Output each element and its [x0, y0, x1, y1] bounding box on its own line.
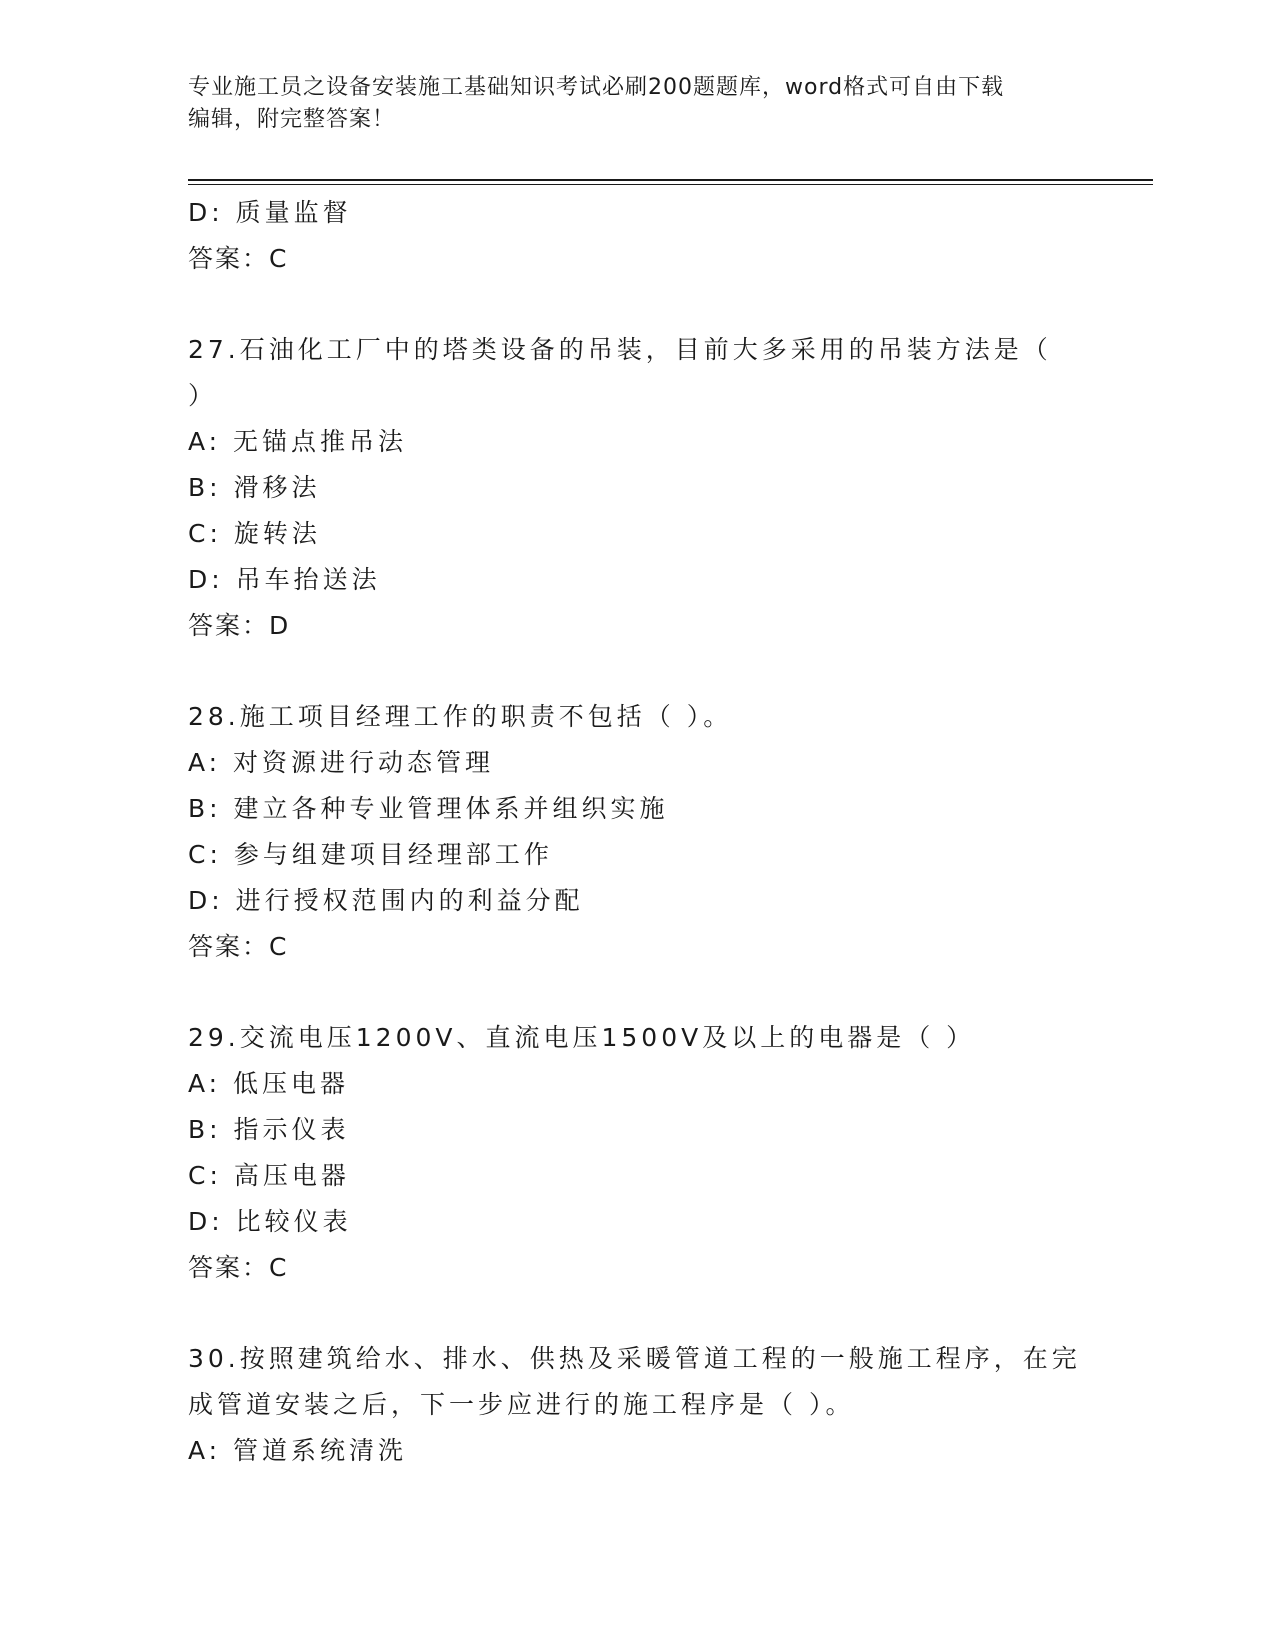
option-b: B: 指示仪表 — [188, 1115, 350, 1144]
question-stem-line-2: 成管道安装之后，下一步应进行的施工程序是（ ）。 — [188, 1390, 855, 1419]
question-stem-line-1: 28.施工项目经理工作的职责不包括（ ）。 — [188, 702, 733, 731]
option-d: D: 质量监督 — [188, 198, 352, 227]
option-c: C: 高压电器 — [188, 1161, 350, 1190]
option-b: B: 滑移法 — [188, 473, 321, 502]
question-stem-line-1: 29.交流电压1200V、直流电压1500V及以上的电器是（ ） — [188, 1023, 976, 1052]
question-29 — [188, 1015, 1088, 1291]
spacer — [188, 970, 1088, 1015]
spacer — [188, 649, 1088, 694]
answer-line: 答案：D — [188, 611, 291, 640]
header-divider-thin — [188, 184, 1153, 185]
spacer — [188, 282, 1088, 327]
option-c: C: 参与组建项目经理部工作 — [188, 840, 553, 869]
option-d: D: 进行授权范围内的利益分配 — [188, 886, 584, 915]
answer-line: 答案：C — [188, 1253, 289, 1282]
option-d: D: 比较仪表 — [188, 1207, 352, 1236]
option-b: B: 建立各种专业管理体系并组织实施 — [188, 794, 669, 823]
header-divider-thick — [188, 179, 1153, 181]
option-a: A: 低压电器 — [188, 1069, 350, 1098]
option-a: A: 管道系统清洗 — [188, 1436, 408, 1465]
question-28 — [188, 694, 1088, 970]
option-a: A: 对资源进行动态管理 — [188, 748, 495, 777]
question-30 — [188, 1336, 1088, 1474]
question-27 — [188, 327, 1088, 649]
question-list — [188, 190, 1088, 1474]
option-c: C: 旋转法 — [188, 519, 321, 548]
option-a: A: 无锚点推吊法 — [188, 427, 408, 456]
document-header — [188, 72, 1068, 136]
spacer — [188, 1291, 1088, 1336]
question-stem-line-1: 30.按照建筑给水、排水、供热及采暖管道工程的一般施工程序，在完 — [188, 1344, 1081, 1373]
answer-line: 答案：C — [188, 932, 289, 961]
question-26-tail — [188, 190, 1088, 282]
question-stem-line-2: ） — [188, 381, 218, 410]
header-title-line-1: 专业施工员之设备安装施工基础知识考试必刷200题题库，word格式可自由下载 — [188, 75, 1005, 100]
option-d: D: 吊车抬送法 — [188, 565, 381, 594]
header-title-line-2: 编辑，附完整答案！ — [188, 107, 396, 132]
question-stem-line-1: 27.石油化工厂中的塔类设备的吊装，目前大多采用的吊装方法是（ — [188, 335, 1052, 364]
answer-line: 答案：C — [188, 244, 289, 273]
